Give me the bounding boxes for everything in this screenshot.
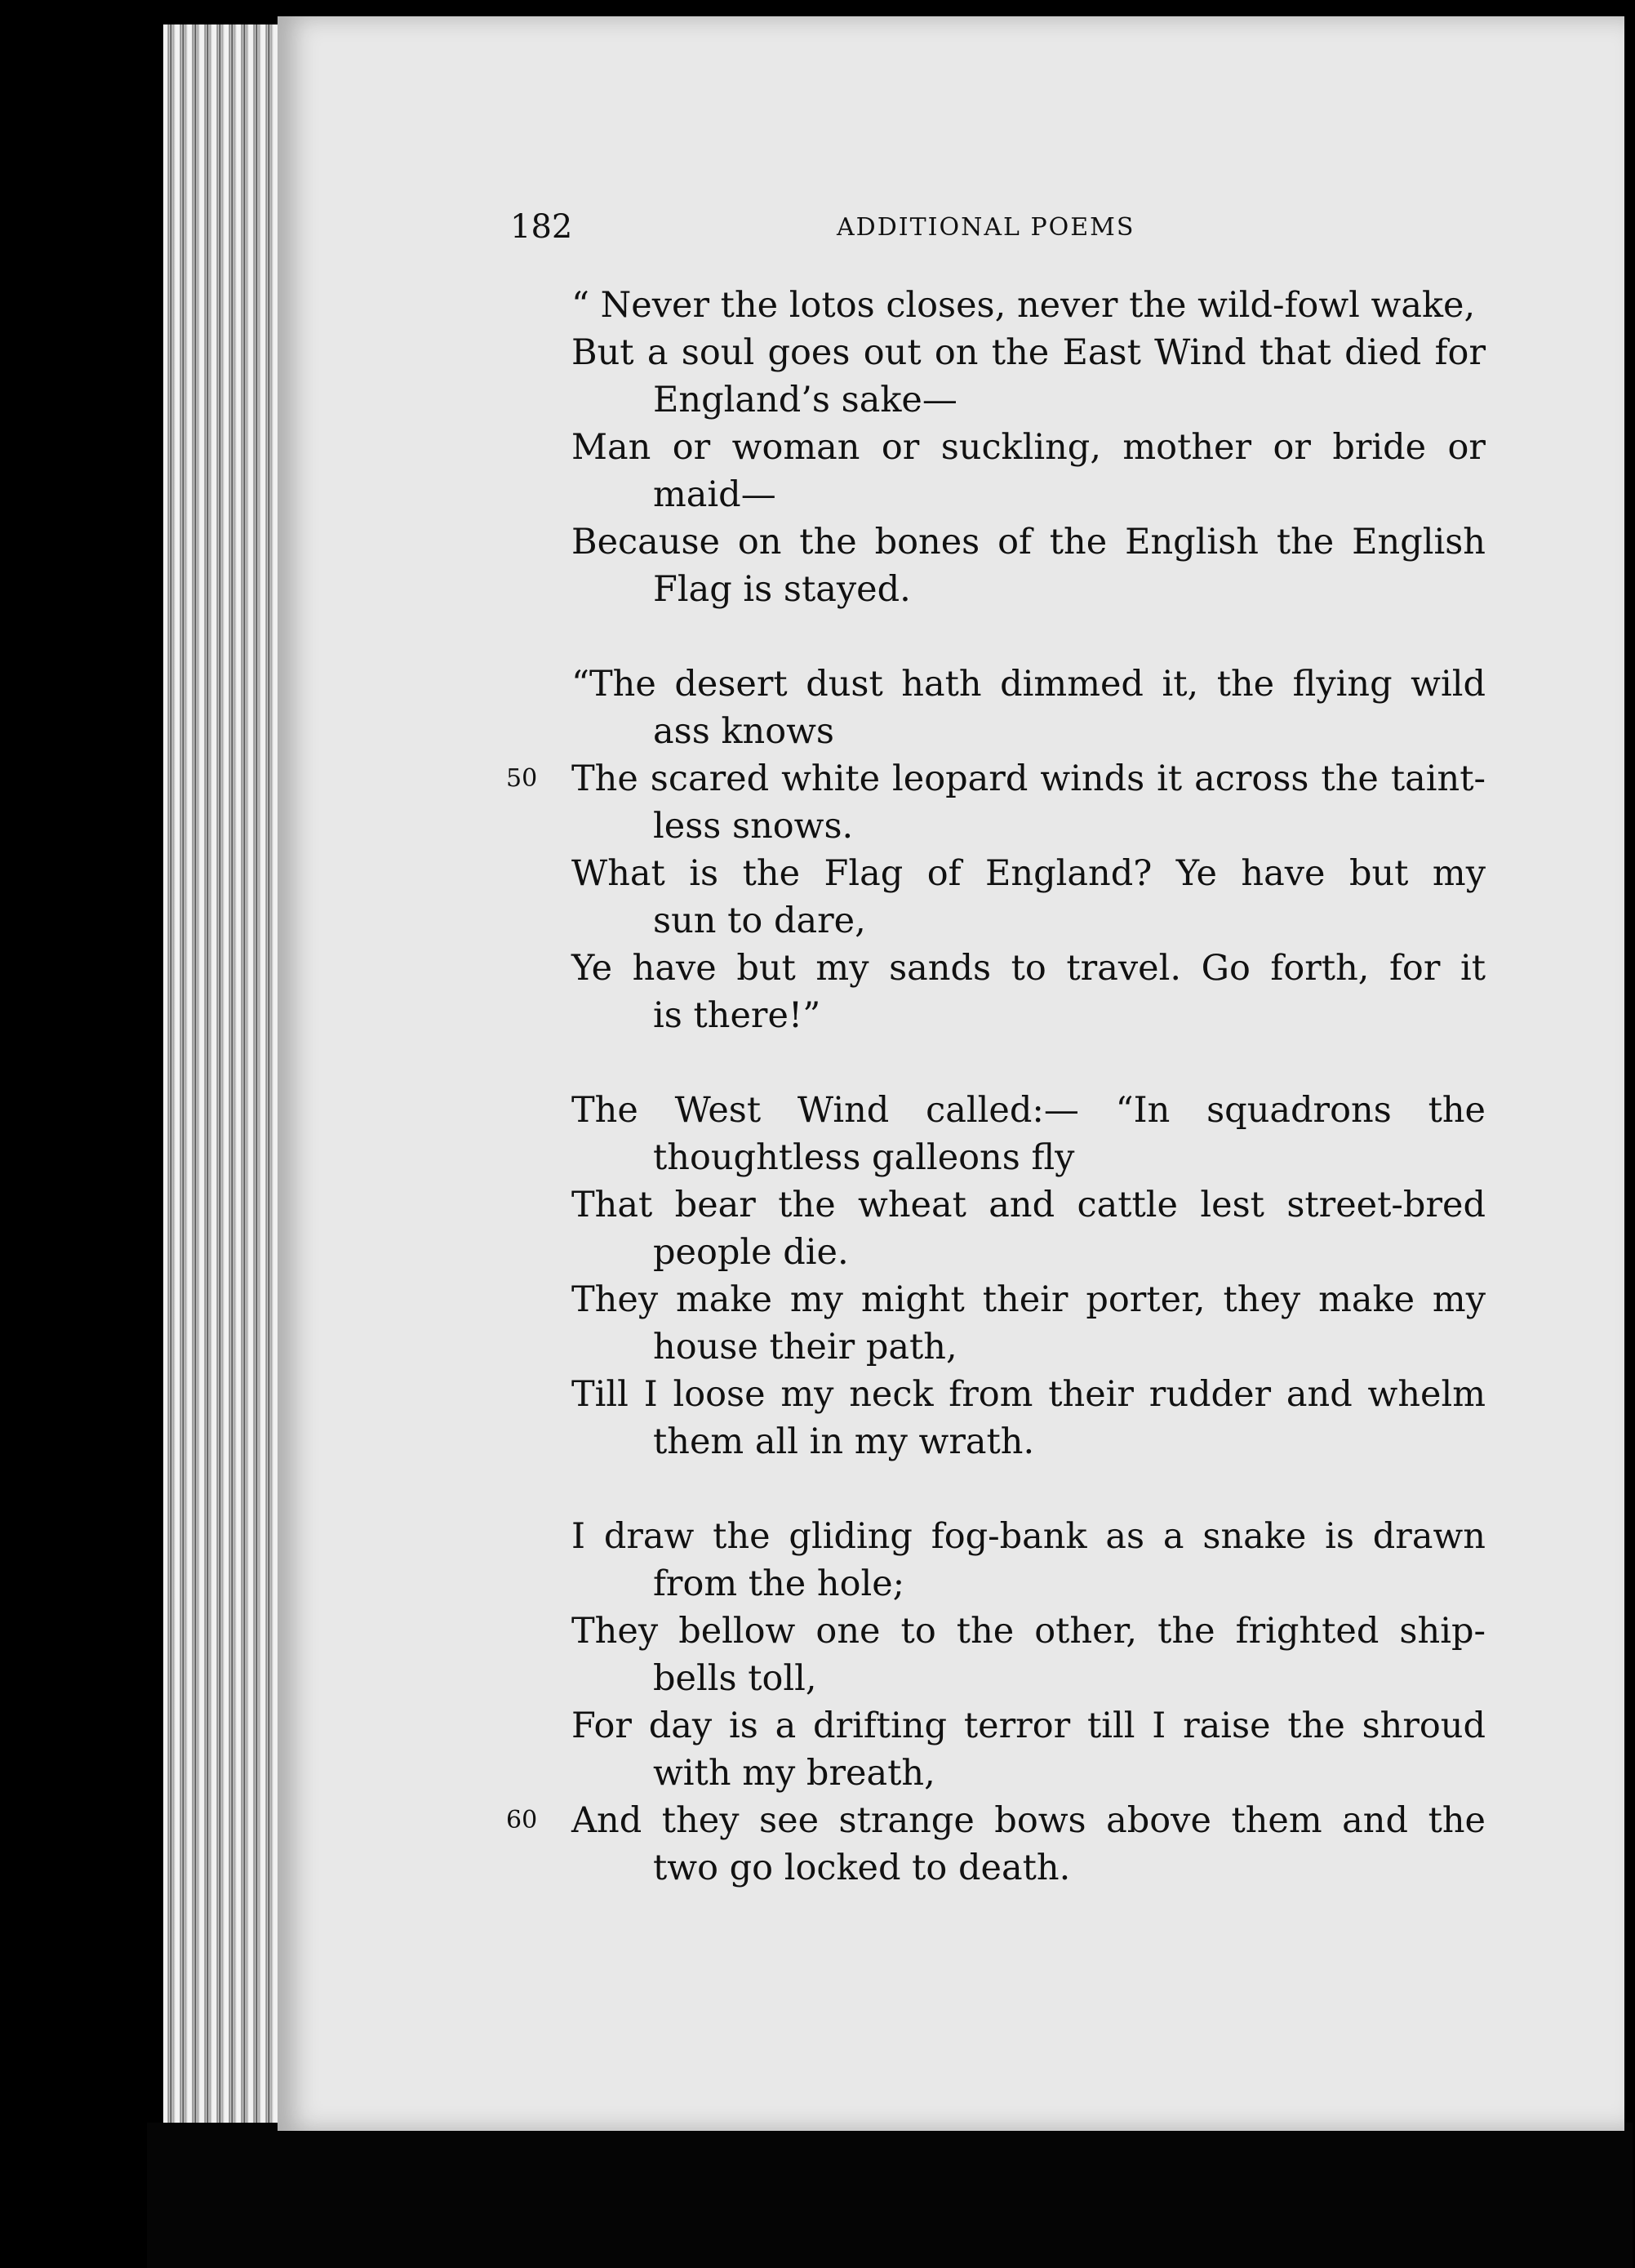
verse-line-continuation: thoughtless galleons fly (653, 1137, 1075, 1178)
verse-line: Till I loose my neck from their rudder and whelm (571, 1374, 1486, 1415)
verse-line: What is the Flag of England? Ye have but my (571, 853, 1486, 894)
verse-line-continuation: two go locked to death. (653, 1848, 1071, 1888)
verse-line: But a soul goes out on the East Wind that died for (571, 332, 1486, 373)
verse-line: Man or woman or suckling, mother or bride or (571, 427, 1486, 468)
bottom-shadow (147, 2123, 1633, 2268)
stanza (571, 1087, 1486, 1465)
verse-line-continuation: people die. (653, 1232, 849, 1273)
verse-line-continuation: with my breath, (653, 1753, 935, 1794)
verse-line-continuation: Flag is stayed. (653, 569, 911, 610)
page-edges (163, 24, 286, 2147)
page-number: 182 (510, 208, 573, 246)
verse-line-continuation: them all in my wrath. (653, 1421, 1035, 1462)
verse-line-continuation: house their path, (653, 1327, 957, 1367)
stanza (506, 660, 1486, 1039)
verse-line: “The desert dust hath dimmed it, the flying wild (571, 664, 1486, 705)
line-number: 60 (506, 1806, 538, 1834)
verse-line-continuation: bells toll, (653, 1658, 817, 1699)
verse-line-continuation: less snows. (653, 806, 854, 847)
verse-line: That bear the wheat and cattle lest street-bred (571, 1185, 1486, 1225)
verse-line-continuation: England’s sake— (653, 380, 957, 420)
page-header (0, 208, 1635, 257)
stanza (506, 1513, 1486, 1892)
running-head: ADDITIONAL POEMS (837, 213, 1135, 242)
verse-line: The West Wind called:— “In squadrons the (571, 1090, 1486, 1131)
verse-line: For day is a drifting terror till I raise the shroud (571, 1705, 1486, 1746)
verse-line: They bellow one to the other, the frighted ship- (571, 1611, 1486, 1652)
verse-line-continuation: is there!” (653, 995, 821, 1036)
verse-line: The scared white leopard winds it across the taint- 50 (571, 755, 1486, 803)
verse-line: And they see strange bows above them and the 60 (571, 1797, 1486, 1844)
verse-line-continuation: from the hole; (653, 1563, 905, 1604)
verse-line: I draw the gliding fog-bank as a snake is drawn (571, 1516, 1486, 1557)
verse-line: Because on the bones of the English the English (571, 522, 1486, 563)
verse-line: They make my might their porter, they make my (571, 1279, 1486, 1320)
poem-body (506, 282, 1486, 1939)
verse-line-continuation: sun to dare, (653, 901, 866, 941)
verse-line: “ Never the lotos closes, never the wild-fowl wake, (571, 285, 1476, 326)
verse-line: Ye have but my sands to travel. Go forth, for it (571, 948, 1486, 989)
line-number: 50 (506, 764, 538, 793)
stanza (571, 282, 1486, 613)
verse-line-continuation: maid— (653, 474, 776, 515)
verse-line-continuation: ass knows (653, 711, 834, 752)
